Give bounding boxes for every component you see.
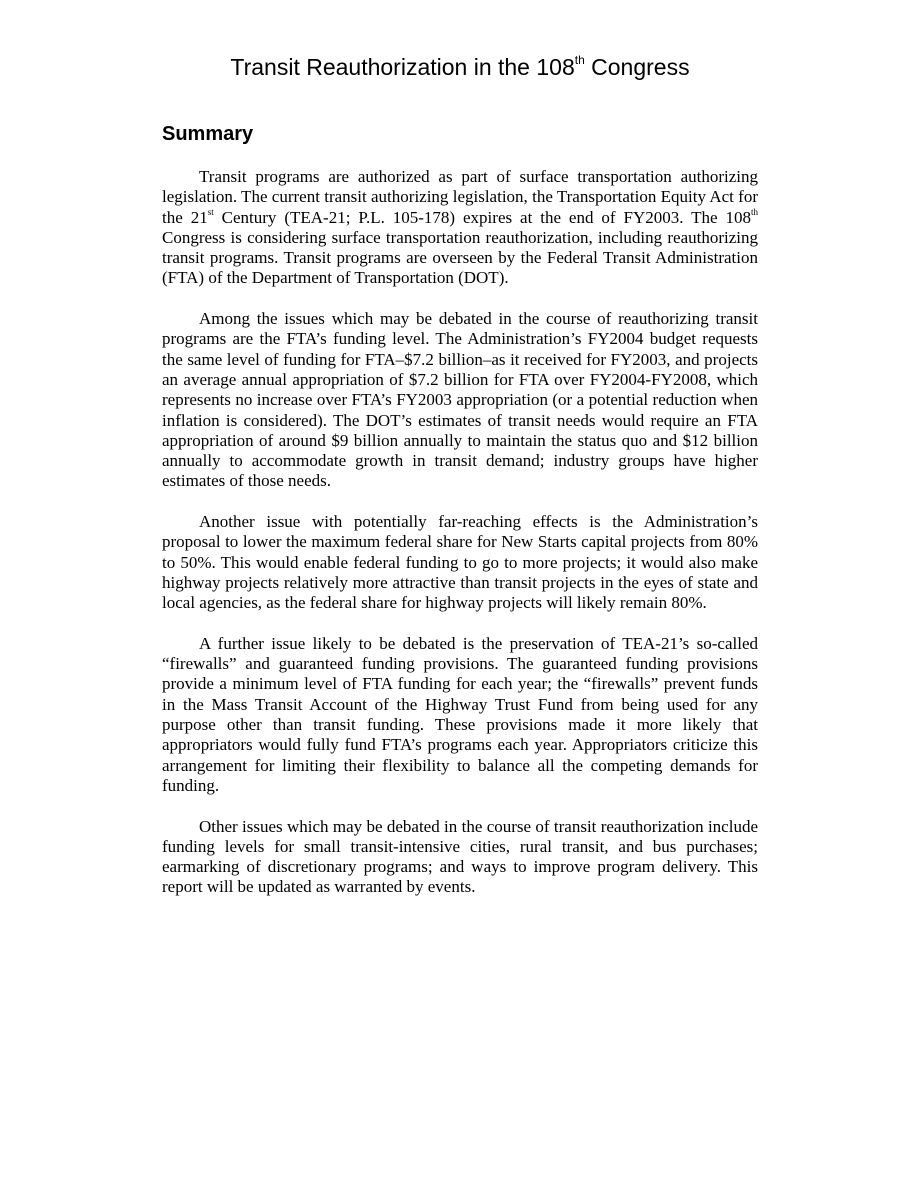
title-text-end: Congress (584, 54, 690, 80)
page-title (0, 52, 920, 82)
paragraph-1-text-c: Congress is considering surface transportation reauthorization, including reauthorizing transit programs. Transit programs are overseen by the Federal Transit Administration (FTA) of the Department of Transportation (DOT). (162, 227, 758, 288)
superscript-st: st (207, 206, 214, 217)
paragraph-1-text-a: Transit programs are authorized as part of surface transportation authorizing legislation. The current transit authorizing legislation, the Transportation Equity Act for the 21 (162, 167, 758, 227)
paragraph-5: Other issues which may be debated in the course of transit reauthorization include funding levels for small transit-intensive cities, rural transit, and bus purchases; earmarking of discretionary programs; and ways to improve program delivery. This report will be updated as warranted by events. (162, 816, 758, 897)
section-heading-summary: Summary (162, 123, 254, 145)
superscript-th: th (750, 206, 758, 217)
title-superscript: th (574, 53, 585, 68)
paragraph-3: Another issue with potentially far-reaching effects is the Administration’s proposal to lower the maximum federal share for New Starts capital projects from 80% to 50%. This would enable federal funding to go to more projects; it would also make highway projects relatively more attractive than transit projects in the eyes of state and local agencies, as the federal share for highway projects will likely remain 80%. (162, 512, 758, 613)
summary-body (162, 167, 758, 918)
paragraph-1-text-b: Century (TEA-21; P.L. 105-178) expires at the end of FY2003. The 108 (213, 207, 751, 227)
paragraph-1 (162, 167, 758, 289)
paragraph-2: Among the issues which may be debated in the course of reauthorizing transit programs are the FTA’s funding level. The Administration’s FY2004 budget requests the same level of funding for FTA–$7.2 billion–as it received for FY2003, and projects an average annual appropriation of $7.2 billion for FTA over FY2004-FY2008, which represents no increase over FTA’s FY2003 appropriation (or a potential reduction when inflation is considered). The DOT’s estimates of transit needs would require an FTA appropriation of around $9 billion annually to maintain the status quo and $12 billion annually to accommodate growth in transit demand; industry groups have higher estimates of those needs. (162, 309, 758, 491)
paragraph-4: A further issue likely to be debated is the preservation of TEA-21’s so-called “firewalls” and guaranteed funding provisions. The guaranteed funding provisions provide a minimum level of FTA funding for each year; the “firewalls” prevent funds in the Mass Transit Account of the Highway Trust Fund from being used for any purpose other than transit funding. These provisions made it more likely that appropriators would fully fund FTA’s programs each year. Appropriators criticize this arrangement for limiting their flexibility to balance all the competing demands for funding. (162, 633, 758, 795)
title-text: Transit Reauthorization in the 108 (230, 54, 575, 80)
